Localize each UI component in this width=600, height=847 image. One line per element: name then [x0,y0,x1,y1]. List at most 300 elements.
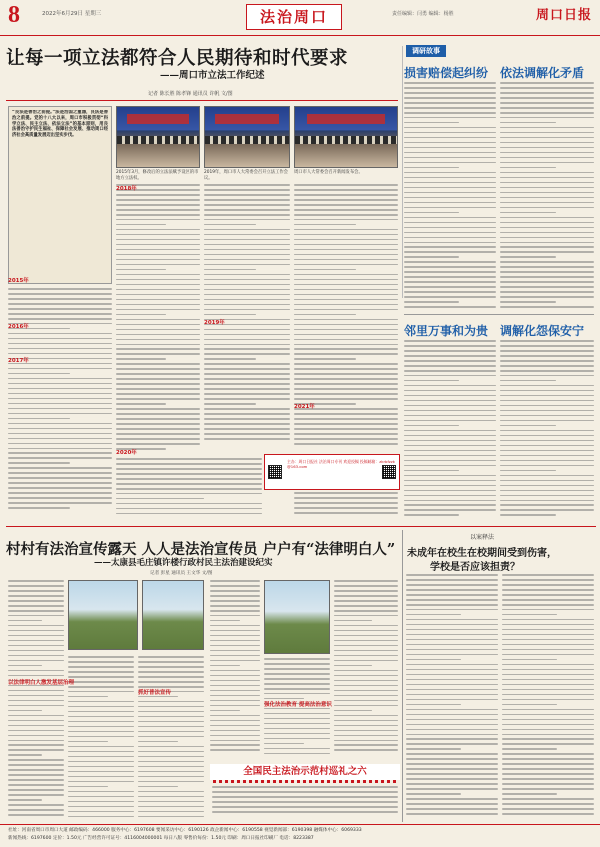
text-line [500,470,556,472]
text-line [294,254,398,256]
text-line [8,600,64,602]
text-line [8,313,112,315]
text-line [502,798,594,800]
text-line [404,102,496,104]
text-line [116,463,262,465]
text-line [502,639,594,641]
text-line [210,695,260,697]
text-line [500,425,556,427]
text-line [334,749,398,751]
text-line [138,786,178,788]
text-line [8,293,112,295]
text-line [8,764,64,766]
text-line [204,428,290,430]
text-line [500,375,594,377]
text-line [500,217,594,219]
article1-photo-left [116,106,200,168]
text-line [294,353,398,355]
text-line [406,798,498,800]
text-line [404,142,496,144]
text-line [204,358,256,360]
text-line [264,678,330,680]
text-line [116,269,166,271]
text-line [406,719,498,721]
text-line [500,246,594,248]
text-line [404,276,496,278]
text-line [500,370,594,372]
divider [6,100,398,101]
text-line [500,232,594,234]
text-line [404,212,459,214]
text-line [116,378,200,380]
text-line [334,600,398,602]
text-line [404,172,496,174]
article1-column-text [204,184,290,448]
text-line [210,744,260,746]
text-line [8,373,70,375]
text-line [500,360,594,362]
year-subhead: 2019年 [204,320,225,326]
text-line [68,681,134,683]
text-line [210,580,260,582]
text-line [210,625,260,627]
article1-intro-text: “良法是善治之前提。”法是治国之重器，良法是善治之前提。党的十八大以来，周口市积极贯彻“科学立法、民主立法、依法立法”的基本原则，用良法善治守护民生福祉、保障社会发展、推动周口经济社会高质量发展迈出坚实步伐。 [12,110,108,139]
text-line [116,229,200,231]
year-subhead: 2017年 [8,358,29,364]
text-line [204,264,290,266]
text-line [68,661,134,663]
text-line [502,808,594,810]
sidebar-story4-title: 调解化怨保安宁 [500,324,585,338]
text-line [264,663,330,665]
text-line [294,492,398,494]
text-line [500,82,594,84]
text-line [404,475,496,477]
text-line [8,343,112,345]
text-line [210,735,260,737]
text-line [8,749,64,751]
text-line [8,610,64,612]
text-line [502,634,594,636]
text-line [500,395,594,397]
text-line [500,390,594,392]
text-line [406,788,498,790]
text-line [406,574,498,576]
text-line [116,493,262,495]
text-line [210,690,260,692]
text-line [334,730,398,732]
article3-photo-right [264,580,330,654]
text-line [502,654,594,656]
text-line [500,286,594,288]
text-line [406,743,498,745]
text-line [68,776,134,778]
text-line [406,684,498,686]
text-line [406,604,498,606]
text-line [68,696,108,698]
text-line [264,733,330,735]
text-line [334,670,398,672]
text-line [294,194,398,196]
article3-column-text [68,656,134,822]
text-line [212,796,398,798]
text-line [502,619,594,621]
text-line [334,700,398,702]
text-line [204,423,290,425]
text-line [502,694,594,696]
text-line [294,289,398,291]
text-line [68,686,134,688]
text-line [8,438,112,440]
text-line [404,157,496,159]
text-line [8,670,64,672]
text-line [500,380,556,382]
text-line [116,498,204,500]
text-line [294,279,398,281]
text-line [68,816,134,818]
text-line [404,385,496,387]
text-line [210,630,260,632]
text-line [500,207,594,209]
text-line [502,783,594,785]
text-line [204,433,290,435]
year-subhead: 2018年 [116,186,137,192]
text-line [500,455,594,457]
text-line [502,788,594,790]
text-line [116,249,200,251]
text-line [502,753,594,755]
text-line [116,398,200,400]
text-line [116,209,200,211]
text-line [500,177,594,179]
text-line [404,92,496,94]
text-line [138,741,178,743]
text-line [210,590,260,592]
text-line [8,675,64,677]
text-line [68,736,134,738]
text-line [500,355,594,357]
text-line [68,811,134,813]
text-line [210,610,260,612]
photo-caption: 2015年3月，修改后的立法法赋予设区的市地方立法权。 [116,170,199,181]
text-line [500,306,594,308]
sidebar-tag: 调研故事 [406,45,446,57]
text-line [264,743,304,745]
text-line [68,666,134,668]
text-line [204,269,256,271]
text-line [116,299,200,301]
text-line [334,680,398,682]
text-line [138,736,204,738]
text-line [404,117,496,119]
text-line [502,813,594,815]
section-title: 法治周口 [246,4,342,30]
text-line [500,514,556,516]
text-line [294,219,398,221]
text-line [406,579,498,581]
text-line [294,358,356,360]
text-line [334,580,398,582]
text-line [502,599,594,601]
text-line [294,269,356,271]
text-line [406,699,498,701]
text-line [294,368,398,370]
text-line [116,508,262,510]
text-line [404,97,496,99]
text-line [8,308,112,310]
text-line [8,774,64,776]
text-line [334,735,398,737]
article1-subtitle: ——周口市立法工作纪述 [160,70,265,81]
text-line [116,438,200,440]
text-line [204,329,290,331]
text-line [210,680,260,682]
text-line [502,689,594,691]
text-line [404,470,459,472]
text-line [138,701,204,703]
text-line [204,363,290,365]
text-line [68,726,134,728]
text-line [294,204,398,206]
info-box-text: 主办：周口日报社 法治周口专刊 欢迎投稿 投稿邮箱：zkrbfzzk@163.com [287,459,395,469]
text-line [500,212,556,214]
text-line [406,709,498,711]
text-line [8,383,112,385]
text-line [210,749,260,751]
text-line [294,319,398,321]
text-line [8,398,112,400]
text-line [404,177,496,179]
text-line [500,504,594,506]
text-line [500,400,594,402]
text-line [8,789,64,791]
article4-column-text [406,574,498,822]
text-line [210,705,260,707]
text-line [502,624,594,626]
text-line [406,594,498,596]
text-line [294,224,356,226]
text-line [406,793,461,795]
text-line [500,296,594,298]
text-line [500,242,594,244]
text-line [404,251,496,253]
text-line [502,644,594,646]
text-line [8,580,64,582]
text-line [210,700,260,702]
text-line [264,738,330,740]
text-line [8,368,112,370]
text-line [500,500,594,502]
text-line [404,256,459,258]
text-line [116,244,200,246]
text-line [8,448,112,450]
text-line [500,440,594,442]
text-line [116,363,200,365]
text-line [8,298,112,300]
text-line [334,685,398,687]
text-line [502,729,594,731]
text-line [138,816,204,818]
article3-subhead: 强化法治教育 提高法治意识 [264,702,332,708]
text-line [116,423,200,425]
text-line [204,373,290,375]
text-line [406,674,498,676]
text-line [210,595,260,597]
text-line [404,112,496,114]
footer-contacts: 社址：河南省周口市周口大道 邮政编码：466000 服务中心：6197608 要闻采访中心：6190126 政企新闻中心：6190558 视觉新闻部：6190398 融媒体中心：6069333 [8,828,362,833]
text-line [502,609,594,611]
text-line [116,348,200,350]
text-line [8,388,112,390]
text-line [502,674,594,676]
text-line [404,306,496,308]
text-line [404,450,496,452]
text-line [210,710,240,712]
text-line [406,599,498,601]
text-line [204,224,256,226]
text-line [334,615,398,617]
text-line [138,671,204,673]
text-line [264,748,330,750]
text-line [8,784,64,786]
text-line [406,639,498,641]
text-line [404,197,496,199]
text-line [204,418,290,420]
article3-subhead: 以法律明白人激发基层治理 [8,680,75,686]
text-line [8,754,42,756]
text-line [404,137,496,139]
text-line [138,756,204,758]
text-line [8,428,112,430]
text-line [404,266,496,268]
text-line [138,766,204,768]
text-line [500,435,594,437]
text-line [334,660,398,662]
text-line [334,740,398,742]
text-line [8,457,112,459]
text-line [502,669,594,671]
banner-decoration [213,780,399,783]
text-line [116,473,262,475]
text-line [8,378,112,380]
sidebar-text [500,340,594,522]
text-line [294,383,398,385]
article1-column-text [294,492,398,520]
text-line [264,728,330,730]
text-line [404,222,496,224]
text-line [264,713,330,715]
article1-column-text [116,184,200,454]
divider [402,530,403,822]
text-line [500,137,594,139]
text-line [500,291,594,293]
text-line [138,751,204,753]
text-line [204,344,290,346]
text-line [334,715,398,717]
text-line [8,288,112,290]
text-line [500,182,594,184]
text-line [404,514,459,516]
text-line [406,619,498,621]
text-line [500,187,594,189]
text-line [8,620,42,622]
qr-code-icon [268,465,282,479]
text-line [138,811,204,813]
text-line [404,460,496,462]
text-line [500,157,594,159]
text-line [8,799,42,801]
text-line [502,594,594,596]
text-line [406,778,498,780]
text-line [68,691,134,693]
text-line [406,694,498,696]
text-line [404,82,496,84]
text-line [8,655,64,657]
text-line [138,666,204,668]
text-line [8,710,42,712]
year-subhead: 2015年 [8,278,29,284]
text-line [8,794,64,796]
text-line [8,487,112,489]
text-line [500,152,594,154]
text-line [500,276,594,278]
text-line [500,222,594,224]
text-line [404,296,496,298]
text-line [406,704,461,706]
text-line [204,309,290,311]
text-line [406,763,498,765]
text-line [8,645,64,647]
qr-code-icon [382,465,396,479]
text-line [204,259,290,261]
text-line [294,418,398,420]
text-line [406,659,461,661]
text-line [204,398,290,400]
sidebar-text [404,340,496,522]
text-line [138,781,204,783]
text-line [404,455,496,457]
text-line [116,513,262,515]
text-line [404,390,496,392]
text-line [404,370,496,372]
text-line [68,731,134,733]
text-line [406,589,498,591]
text-line [502,679,594,681]
text-line [138,661,204,663]
text-line [294,334,398,336]
text-line [502,803,594,805]
text-line [210,655,260,657]
text-line [500,301,556,303]
text-line [406,689,498,691]
text-line [500,350,594,352]
text-line [334,744,398,746]
text-line [204,393,290,395]
text-line [404,291,496,293]
text-line [294,324,398,326]
text-line [204,229,290,231]
text-line [8,333,112,335]
text-line [8,759,64,761]
text-line [116,388,200,390]
text-line [294,259,398,261]
text-line [502,773,594,775]
text-line [502,714,594,716]
text-line [500,281,594,283]
text-line [500,202,594,204]
text-line [334,620,372,622]
text-line [8,665,42,667]
